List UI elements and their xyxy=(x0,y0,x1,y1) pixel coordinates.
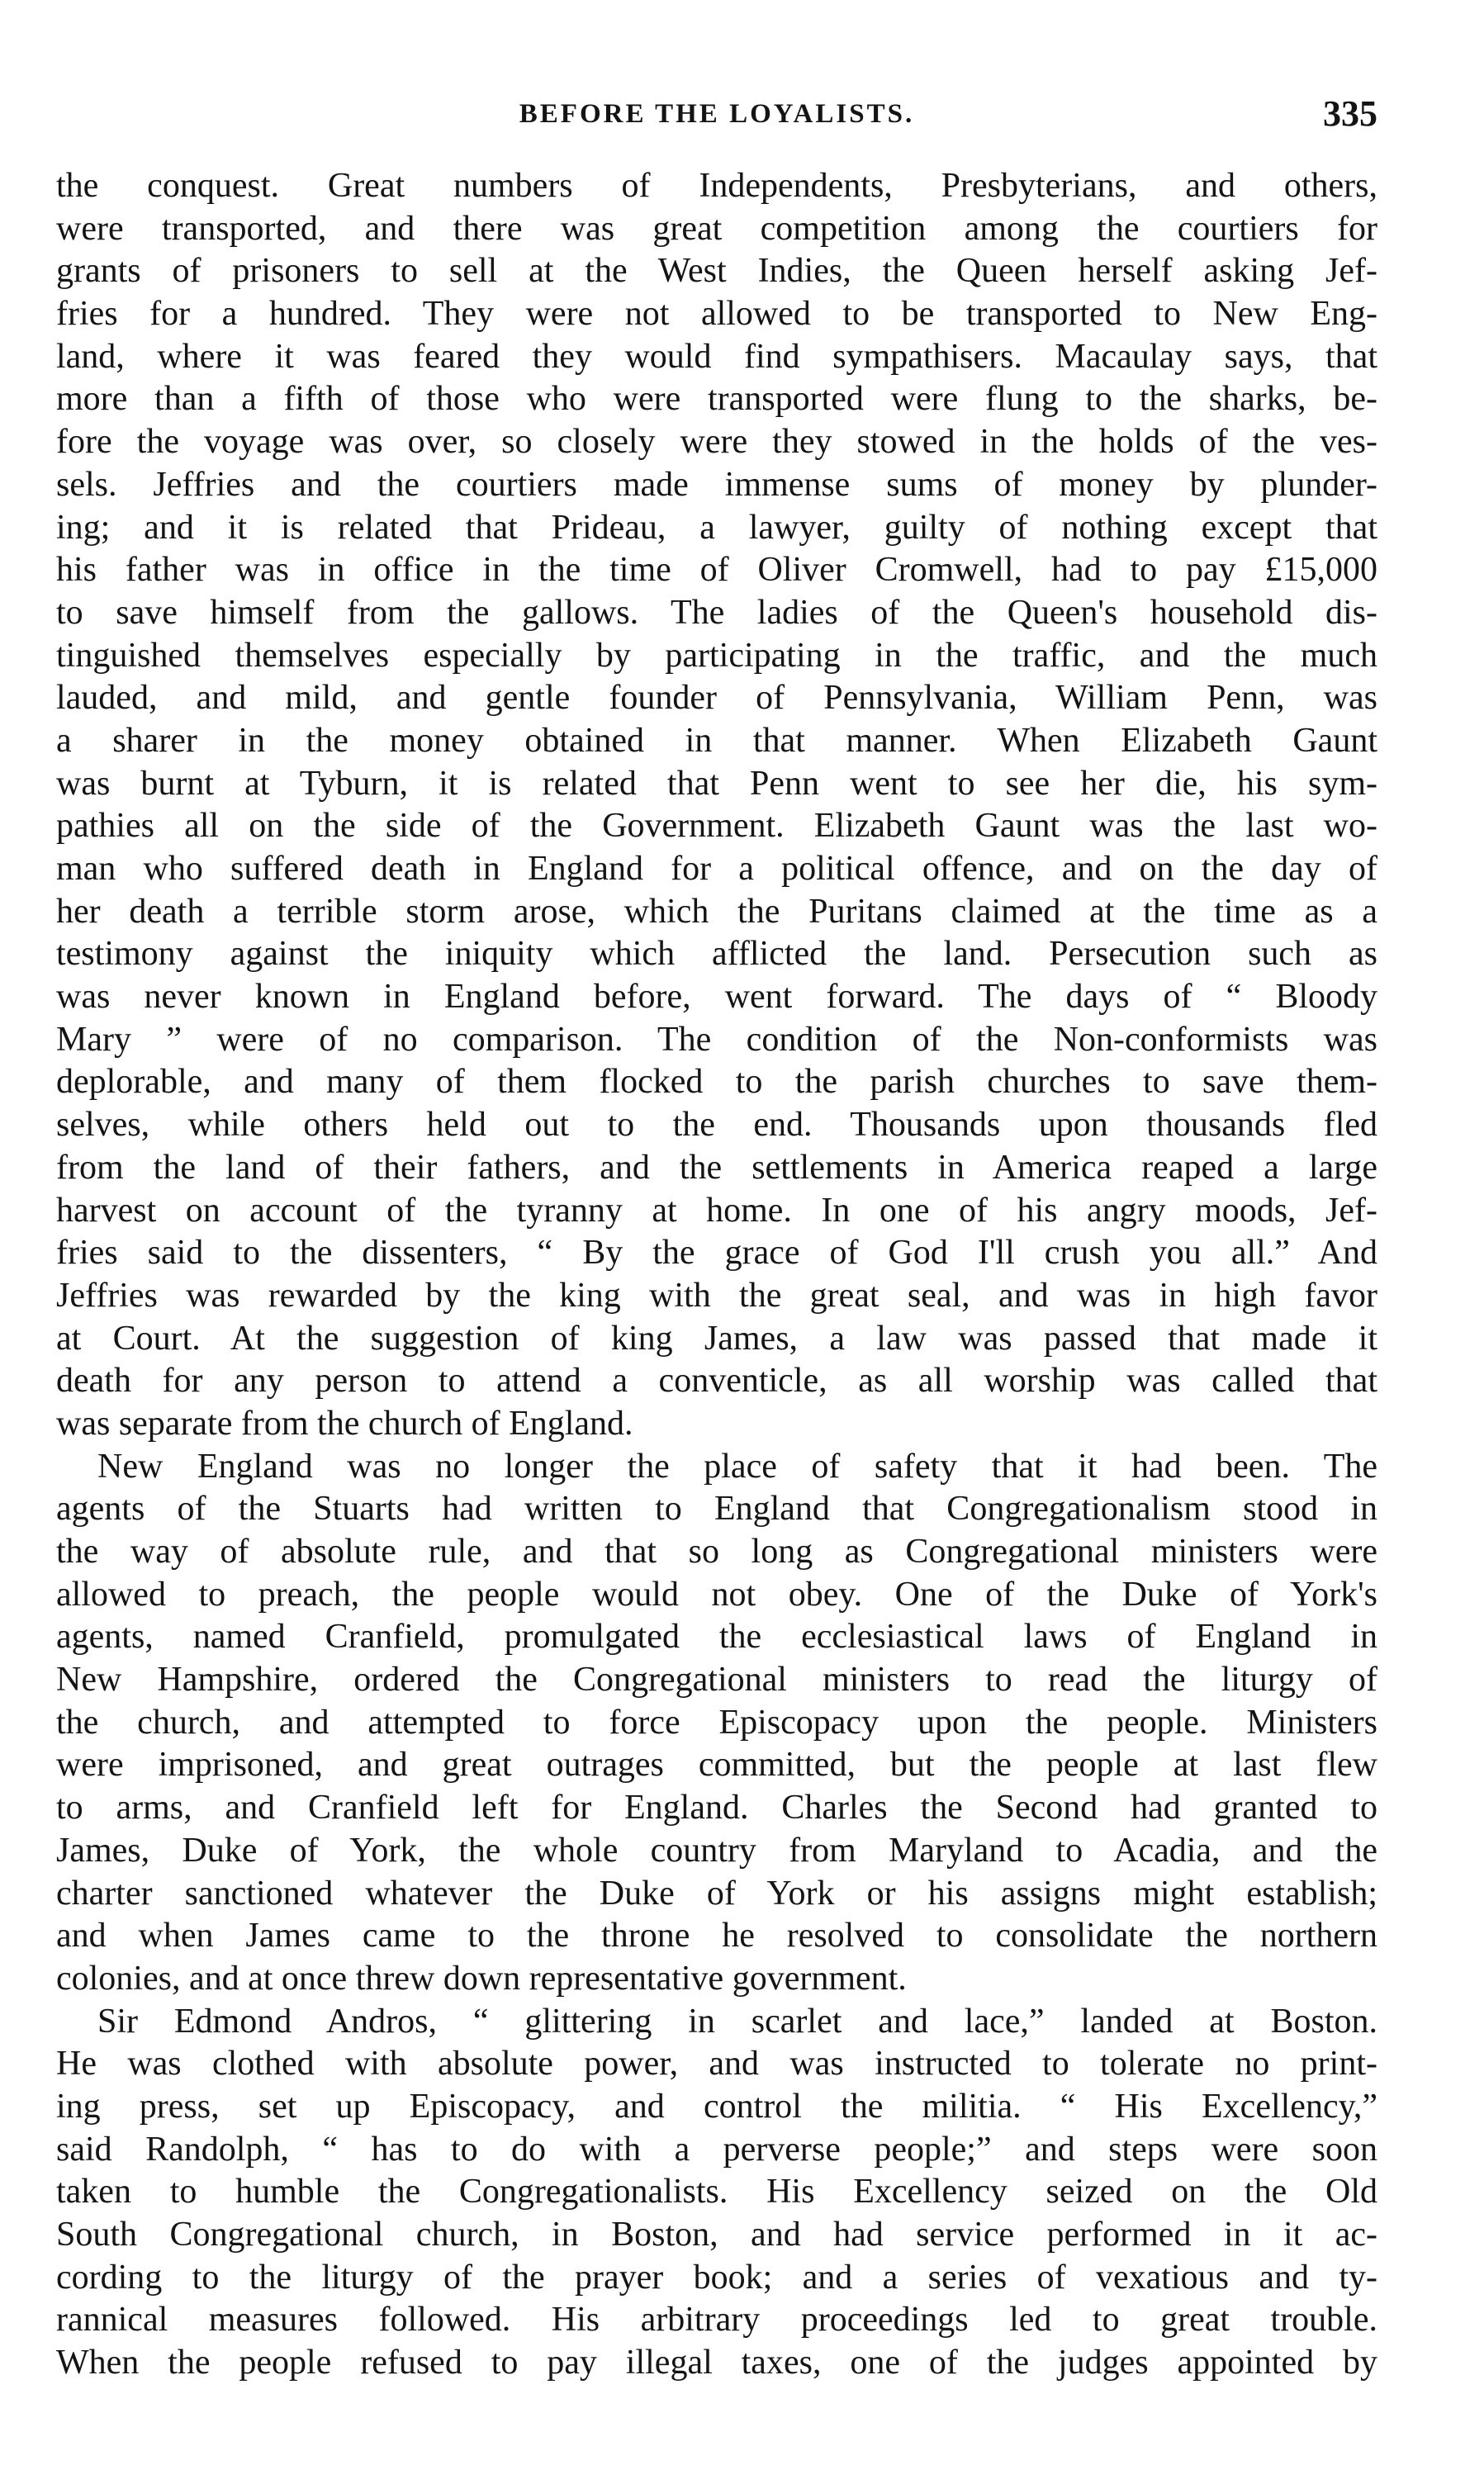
text-line: man who suffered death in England for a political offence, and on the day of xyxy=(56,850,1377,888)
text-line: Jeffries was rewarded by the king with the great seal, and was in high favor xyxy=(56,1276,1377,1315)
text-line: Mary ” were of no comparison. The condition of the Non-conformists was xyxy=(56,1020,1377,1059)
text-line: was never known in England before, went forward. The days of “ Bloody xyxy=(56,978,1377,1017)
text-line: taken to humble the Congregationalists. His Excellency seized on the Old xyxy=(56,2173,1377,2211)
text-line: death for any person to attend a conventicle, as all worship was called that xyxy=(56,1362,1377,1401)
text-line: agents of the Stuarts had written to England that Congregationalism stood in xyxy=(56,1490,1377,1529)
text-line: land, where it was feared they would find sympathisers. Macaulay says, that xyxy=(56,337,1377,376)
text-line: fore the voyage was over, so closely were they stowed in the holds of the ves- xyxy=(56,423,1377,462)
text-line: New England was no longer the place of safety that it had been. The xyxy=(97,1447,1377,1486)
text-line: New Hampshire, ordered the Congregational ministers to read the liturgy of xyxy=(56,1661,1377,1699)
text-line: to arms, and Cranfield left for England. Charles the Second had granted to xyxy=(56,1789,1377,1827)
text-line: allowed to preach, the people would not obey. One of the Duke of York's xyxy=(56,1575,1377,1614)
body-text xyxy=(56,165,1377,2428)
text-line: the church, and attempted to force Episcopacy upon the people. Ministers xyxy=(56,1703,1377,1742)
text-line: Sir Edmond Andros, “ glittering in scarlet and lace,” landed at Boston. xyxy=(97,2002,1377,2041)
text-line: were transported, and there was great competition among the courtiers for xyxy=(56,209,1377,248)
text-line: South Congregational church, in Boston, and had service performed in it ac- xyxy=(56,2216,1377,2254)
text-line: ing press, set up Episcopacy, and control the militia. “ His Excellency,” xyxy=(56,2087,1377,2126)
text-line: his father was in office in the time of Oliver Cromwell, had to pay £15,000 xyxy=(56,551,1377,590)
text-line: selves, while others held out to the end. Thousands upon thousands fled xyxy=(56,1106,1377,1145)
text-line: fries for a hundred. They were not allowed to be transported to New Eng- xyxy=(56,295,1377,334)
text-line: deplorable, and many of them flocked to the parish churches to save them- xyxy=(56,1063,1377,1102)
text-line: When the people refused to pay illegal taxes, one of the judges appointed by xyxy=(56,2344,1377,2382)
text-line: cording to the liturgy of the prayer book; and a series of vexatious and ty- xyxy=(56,2258,1377,2297)
text-line: ing; and it is related that Prideau, a lawyer, guilty of nothing except that xyxy=(56,508,1377,547)
text-line: at Court. At the suggestion of king James, a law was passed that made it xyxy=(56,1319,1377,1358)
text-line: harvest on account of the tyranny at home. In one of his angry moods, Jef- xyxy=(56,1191,1377,1230)
running-title: BEFORE THE LOYALISTS. xyxy=(519,99,915,129)
text-line: charter sanctioned whatever the Duke of York or his assigns might establish; xyxy=(56,1874,1377,1913)
text-line: colonies, and at once threw down representative government. xyxy=(56,1959,907,1998)
text-line: was separate from the church of England. xyxy=(56,1404,633,1443)
text-line: sels. Jeffries and the courtiers made immense sums of money by plunder- xyxy=(56,465,1377,504)
text-line: fries said to the dissenters, “ By the grace of God I'll crush you all.” And xyxy=(56,1234,1377,1273)
text-line: grants of prisoners to sell at the West Indies, the Queen herself asking Jef- xyxy=(56,252,1377,291)
text-line: a sharer in the money obtained in that manner. When Elizabeth Gaunt xyxy=(56,721,1377,760)
text-line: was burnt at Tyburn, it is related that Penn went to see her die, his sym- xyxy=(56,764,1377,803)
text-line: James, Duke of York, the whole country from Maryland to Acadia, and the xyxy=(56,1831,1377,1870)
text-line: the conquest. Great numbers of Independents, Presbyterians, and others, xyxy=(56,167,1377,205)
page-number: 335 xyxy=(1323,93,1377,134)
text-line: pathies all on the side of the Government. Elizabeth Gaunt was the last wo- xyxy=(56,807,1377,846)
text-line: said Randolph, “ has to do with a perverse people;” and steps were soon xyxy=(56,2130,1377,2169)
text-line: testimony against the iniquity which afflicted the land. Persecution such as xyxy=(56,935,1377,974)
text-line: rannical measures followed. His arbitrary proceedings led to great trouble. xyxy=(56,2301,1377,2339)
text-line: agents, named Cranfield, promulgated the ecclesiastical laws of England in xyxy=(56,1618,1377,1657)
text-line: more than a fifth of those who were transported were flung to the sharks, be- xyxy=(56,380,1377,419)
text-line: lauded, and mild, and gentle founder of Pennsylvania, William Penn, was xyxy=(56,679,1377,718)
running-head xyxy=(56,89,1377,139)
text-line: the way of absolute rule, and that so long as Congregational ministers were xyxy=(56,1533,1377,1571)
text-line: to save himself from the gallows. The ladies of the Queen's household dis- xyxy=(56,593,1377,632)
text-line: her death a terrible storm arose, which the Puritans claimed at the time as a xyxy=(56,892,1377,931)
text-line: and when James came to the throne he resolved to consolidate the northern xyxy=(56,1917,1377,1955)
text-line: from the land of their fathers, and the settlements in America reaped a large xyxy=(56,1148,1377,1187)
text-line: He was clothed with absolute power, and was instructed to tolerate no print- xyxy=(56,2045,1377,2083)
text-line: tinguished themselves especially by participating in the traffic, and the much xyxy=(56,636,1377,675)
text-line: were imprisoned, and great outrages committed, but the people at last flew xyxy=(56,1746,1377,1785)
